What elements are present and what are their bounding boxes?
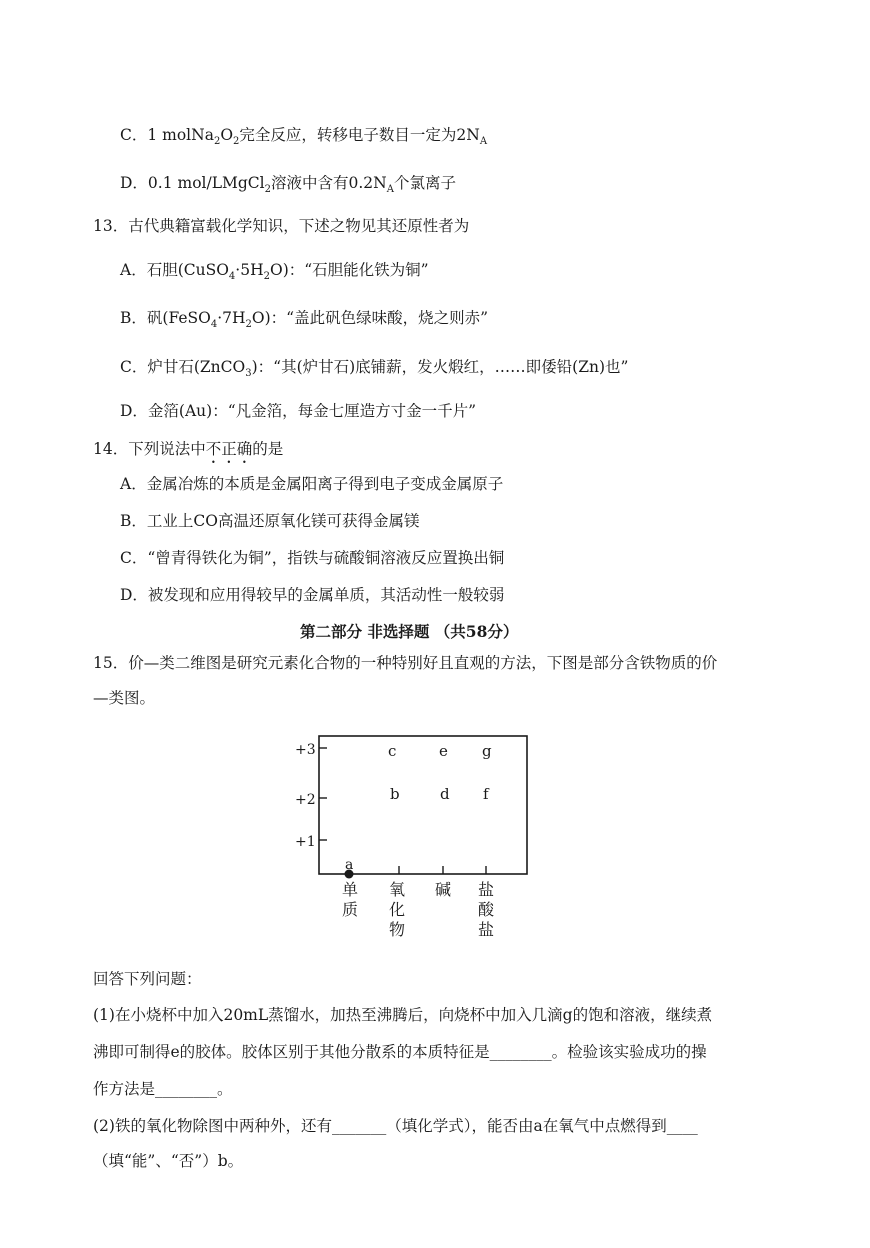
q13-option-d: D．金箔(Au)：“凡金箔，每金七厘造方寸金一千片” [120, 402, 477, 420]
q15-stem-line1: 15．价—类二维图是研究元素化合物的一种特别好且直观的方法，下图是部分含铁物质的价 [93, 654, 718, 672]
q14-option-a: A．金属冶炼的本质是金属阳离子得到电子变成金属原子 [120, 475, 504, 493]
q13-option-b: B．矾$(FeSO_4\cdot 7H_2O)$：“盖此矾色绿味酸，烧之则赤” [120, 309, 489, 331]
emphasis-not-correct: 不正确 [205, 440, 253, 458]
point-d: d [440, 785, 450, 803]
point-b: b [390, 785, 400, 803]
answer-prompt: 回答下列问题： [93, 970, 202, 988]
point-f: f [483, 785, 489, 803]
point-c: c [388, 742, 397, 760]
q13-option-c: C．炉甘石(ZnCO$_3$)：“其(炉甘石)底铺薪，发火煅红，……即倭铅(Zn)也” [120, 358, 629, 380]
q15-stem-line2: —类图。 [93, 689, 156, 707]
q13-option-a: A．石胆$(CuSO_4\cdot 5H_2O)$：“石胆能化铁为铜” [120, 261, 429, 283]
y-label-plus2: +2 [295, 792, 316, 808]
q12-option-c: C．1 $molNa_2O_2$完全反应，转移电子数目一定为$2N_A$ [120, 126, 488, 148]
x-label-oxide-3: 物 [389, 920, 406, 939]
y-label-plus1: +1 [295, 834, 316, 850]
point-g: g [482, 742, 492, 760]
x-label-base: 碱 [435, 880, 452, 899]
q12-option-d: D．0.1 mol/LMgCl$_2$溶液中含有$0.2N_A$个氯离子 [120, 174, 456, 196]
y-label-plus3: +3 [295, 742, 316, 758]
q15-sub2-line1: (2)铁的氧化物除图中两种外，还有_______（填化学式），能否由a在氧气中点燃得到____ [93, 1117, 698, 1135]
point-e: e [439, 742, 448, 760]
point-a: a [345, 857, 354, 873]
valence-class-diagram [285, 728, 545, 943]
x-label-element-2: 质 [342, 900, 359, 919]
q15-sub1-line2: 沸即可制得e的胶体。胶体区别于其他分散系的本质特征是________。检验该实验成功的操 [93, 1043, 707, 1061]
x-label-salt-1: 盐 [478, 880, 495, 899]
x-label-oxide-1: 氧 [389, 880, 406, 899]
q14-stem: 14．下列说法中不正确的是 [93, 440, 284, 458]
x-label-salt-3: 盐 [478, 920, 495, 939]
diagram-frame [319, 736, 527, 874]
q15-sub1-line1: (1)在小烧杯中加入20mL蒸馏水，加热至沸腾后，向烧杯中加入几滴g的饱和溶液，继续煮 [93, 1006, 713, 1024]
x-label-oxide-2: 化 [389, 900, 406, 919]
x-label-salt-2: 酸 [478, 900, 495, 919]
q14-option-b: B．工业上CO高温还原氧化镁可获得金属镁 [120, 512, 420, 530]
part2-title: 第二部分 非选择题 （共58分） [300, 622, 519, 641]
q14-option-c: C．“曾青得铁化为铜”，指铁与硫酸铜溶液反应置换出铜 [120, 549, 505, 567]
x-label-element-1: 单 [342, 880, 359, 899]
q15-sub1-line3: 作方法是________。 [93, 1080, 233, 1098]
q14-option-d: D．被发现和应用得较早的金属单质，其活动性一般较弱 [120, 586, 505, 604]
q15-sub2-line2: （填“能”、“否”）b。 [93, 1152, 244, 1170]
q13-stem: 13．古代典籍富载化学知识，下述之物见其还原性者为 [93, 217, 470, 235]
